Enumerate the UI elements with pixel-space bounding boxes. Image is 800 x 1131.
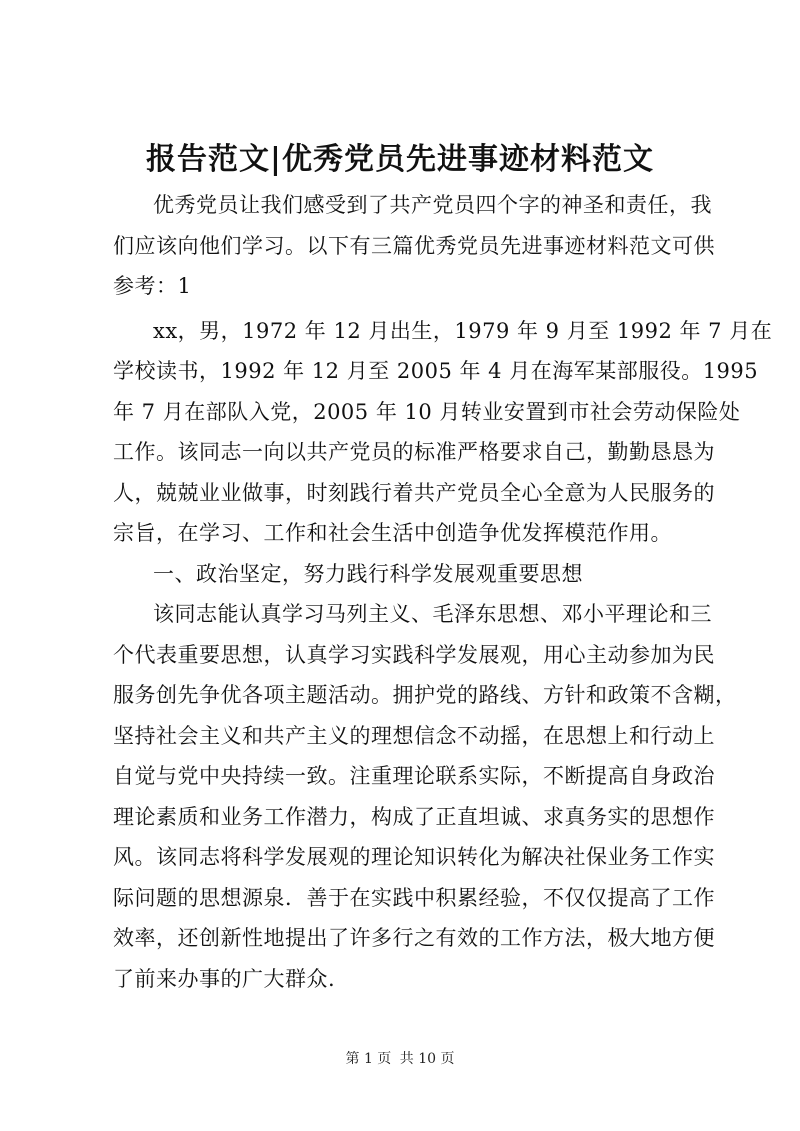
page-number: 第 1 页	[345, 1051, 392, 1067]
paragraph-line: 自觉与党中央持续一致。注重理论联系实际，不断提高自身政治	[113, 764, 715, 788]
section-heading: 一、政治坚定，努力践行科学发展观重要思想	[153, 561, 583, 586]
document-body	[113, 185, 773, 999]
paragraph-line: 人，兢兢业业做事，时刻践行着共产党员全心全意为人民服务的	[113, 480, 715, 505]
paragraph-line: 参考：1	[113, 274, 192, 298]
paragraph-line: 优秀党员让我们感受到了共产党员四个字的神圣和责任，我	[153, 193, 712, 217]
paragraph-line: 效率，还创新性地提出了许多行之有效的工作方法，极大地方便	[113, 926, 715, 950]
paragraph-line: 该同志能认真学习马列主义、毛泽东思想、邓小平理论和三	[153, 602, 712, 626]
paragraph-line: 理论素质和业务工作潜力，构成了正直坦诚、求真务实的思想作	[113, 804, 715, 829]
paragraph-line: 个代表重要思想，认真学习实践科学发展观，用心主动参加为民	[113, 642, 715, 667]
paragraph-line: 服务创先争优各项主题活动。拥护党的路线、方针和政策不含糊，	[113, 683, 737, 707]
paragraph-line: xx，男，1972 年 12 月出生，1979 年 9 月至 1992 年 7 月在	[153, 318, 773, 343]
paragraph-line: 际问题的思想源泉．善于在实践中积累经验，不仅仅提高了工作	[113, 885, 715, 910]
paragraph-line: 工作。该同志一向以共产党员的标准严格要求自己，勤勤恳恳为	[113, 440, 715, 464]
page-total: 共 10 页	[399, 1051, 455, 1067]
paragraph-line: 宗旨，在学习、工作和社会生活中创造争优发挥模范作用。	[113, 521, 672, 545]
paragraph-line: 年 7 月在部队入党，2005 年 10 月转业安置到市社会劳动保险处	[113, 399, 741, 424]
paragraph-line: 学校读书，1992 年 12 月至 2005 年 4 月在海军某部服役。1995	[113, 359, 759, 383]
paragraph-line: 坚持社会主义和共产主义的理想信念不动摇，在思想上和行动上	[113, 723, 715, 748]
paragraph-line: 们应该向他们学习。以下有三篇优秀党员先进事迹材料范文可供	[113, 233, 715, 258]
page-footer	[0, 1049, 800, 1069]
paragraph-line: 风。该同志将科学发展观的理论知识转化为解决社保业务工作实	[113, 845, 715, 869]
paragraph-line: 了前来办事的广大群众.	[113, 966, 336, 991]
document-title: 报告范文|优秀党员先进事迹材料范文	[146, 142, 654, 177]
